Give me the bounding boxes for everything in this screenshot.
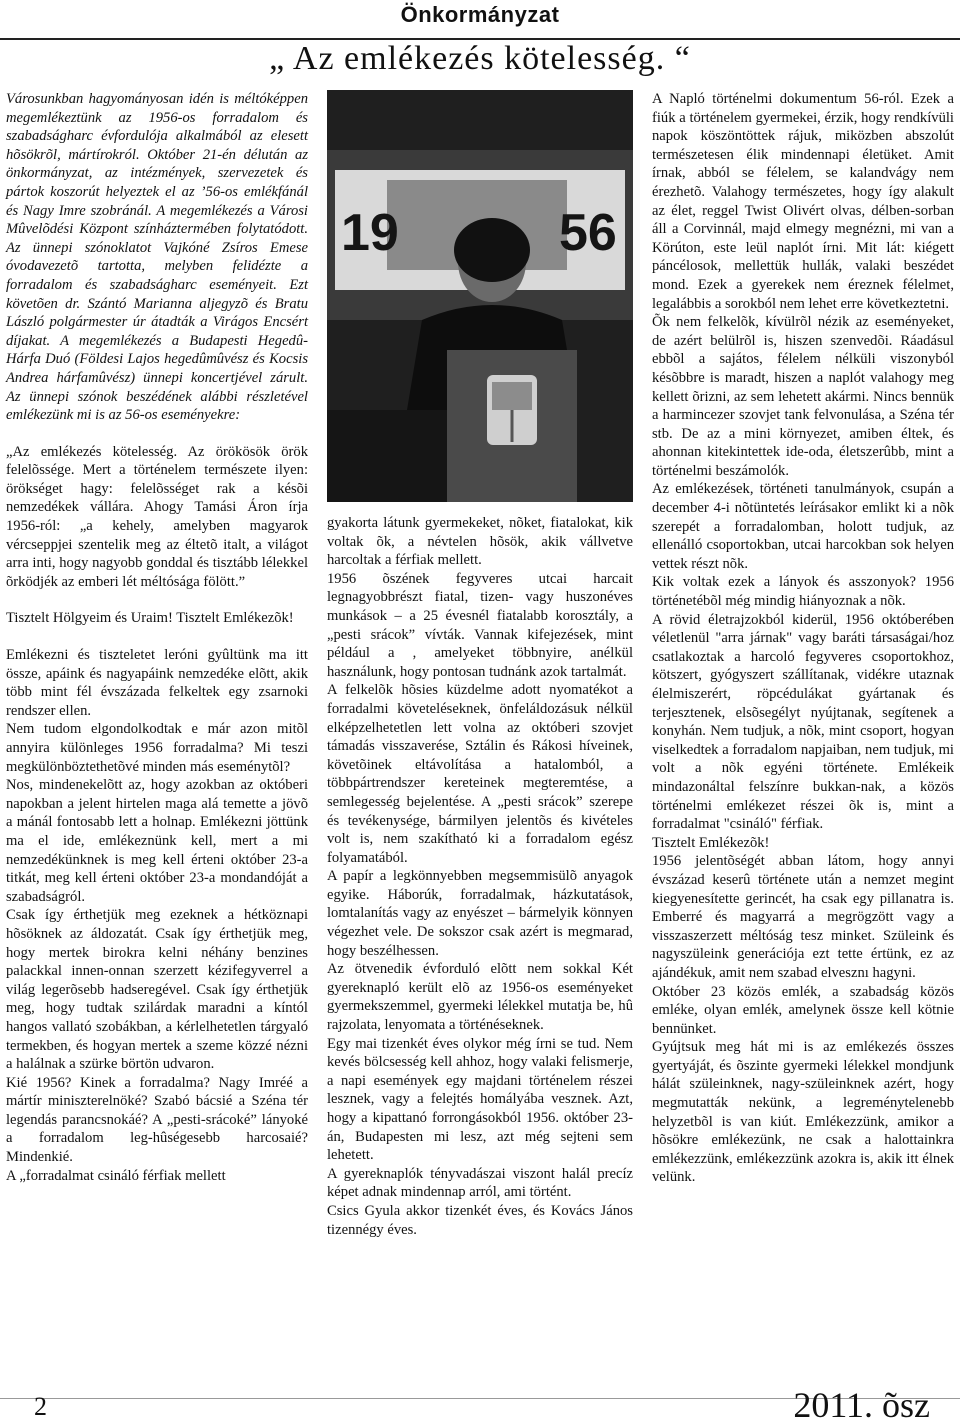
paragraph: Kik voltak ezek a lányok és asszonyok? 1956 történetébõl még mindig hiányoznak a nõk.	[652, 574, 954, 610]
paragraph: Az ötvenedik évforduló elõtt nem sokkal Két gyereknapló került elõ az 1956-os eseményeket gyermekszemmel, gyermeki lélekkel mutatja be, hû rajzolata, lenyomata a történéseknek.	[327, 961, 633, 1034]
section-label: Önkormányzat	[400, 2, 560, 27]
paragraph: Gyújtsuk meg hát mi is az emlékezés összes gyertyáját, és õszinte gyermeki lélekkel mondjunk hálát szüleinknek, nagy-szüleinknek azért, hogy megmutatták nekünk, a legreménytelenebb helyzetbõl is van kiút. Emlékezzünk, amikor a hõsökre emlékezünk, ne csak a halottainkra emlékezzünk, emlékezzünk azokra is, akik itt élnek velünk.	[652, 1039, 954, 1186]
paragraph: Emlékezni és tiszteletet leróni gyûltünk ma itt össze, apáink és nagyapáink nemzedéke elõtt, akik több mint fél évszázada felkeltek egy zsarnoki rendszer ellen.	[6, 647, 308, 719]
paragraph: Egy mai tizenkét éves olykor még írni se tud. Nem kevés bölcsesség kell ahhoz, hogy valaki felismerje, a napi események egy majdani történelem részei lesznek, vagy a felejtés homályába vesznek. Azt, hogy a kipattanó forrongásokból 1956. október 23-án, Budapesten mi lesz, azt még sejteni sem lehetett.	[327, 1035, 633, 1164]
screen-year-right: 56	[559, 204, 617, 262]
paragraph: A Napló történelmi dokumentum 56-ról. Ezek a fiúk a történelem gyermekei, érzik, hogy rendkívüli napok köszöntöttek rájuk, miközben abszolút természetesen élik mindennapi életüket. Amit írnak, abból se félelem, se kalandvágy nem érezhetõ. Valahogy természetes, hogy így alakult az élet, reggel Twist Olivért olvas, délben-sorban áll a Corvinnál, majd elmegy megnézni, mi van a Körúton, este leül naplót írni. Mit lát: kiégett páncélosok, mellettük hullák, valaki beszédet mond. Ezek a gyerekek nem éreznek félelmet, legalábbis a sorokból nem lehet erre következtetni.	[652, 91, 954, 312]
paragraph: Csics Gyula akkor tizenkét éves, és Kovács János tizennégy éves.	[327, 1202, 633, 1238]
article-intro: Városunkban hagyományosan idén is méltóképpen megemlékeztünk az 1956-os forradalom és szabadságharc évfordulója alkalmából az elesett hõsökrõl, mártírokról. Október 21-én délután az önkormányzat, az intézmények, szervezetek és pártok koszorút helyeztek el az ’56-os emlékfánál és Nagy Imre szobránál. A megemlékezés a Városi Mûvelõdési Központ színháztermében folytatódott. Az ünnepi szónoklatot Vajkóné Zsíros Emese óvodavezetõ tartotta, melyben felidézte a forradalom és szabadságharc eseményeit. Ezt követõen dr. Szántó Marianna aljegyzõ és Bratu László polgármester úr átadták a Virágos Encsért díjakat. A megemlékezés a Budapesti Hegedû-Hárfa Duó (Földesi Lajos hegedûmûvész és Kocsis Andrea hárfamûvész) ünnepi koncertjével zárult. Az ünnepi szónok beszédének alábbi részletével emlékezünk mi is az 56-os eseményekre:	[6, 91, 308, 424]
speaker-photo	[327, 90, 633, 502]
column-middle	[327, 514, 633, 1239]
issue-season: 2011. õsz	[793, 1385, 930, 1425]
column-left	[6, 90, 308, 1185]
paragraph: A rövid életrajzokból kiderül, 1956 októberében véletlenül "arra járnak" vagy baráti társaságai/hoz csatlakoztak a harcoló fegyveres csoportokhoz, kötszert, gyógyszert szállítanak, vidékre utaznak élelmiszerért, röpcédulákat gyártanak és terjesztenek, elsõsegélyt nyújtanak, segítenek a konyhán. Nem tudjuk, a nõk, mint csoport, hogyan viselkedtek a forradalom napjaiban, nem tudjuk, mi volt a nõk egyéni története. Emlékeik mindazonáltal felszínre bukkan-nak, a közös történelmi emlékezet részei õk is, mint a forradalmat "csináló" férfiak.	[652, 611, 954, 833]
paragraph: 1956 õszének fegyveres utcai harcait legnagyobbrészt fiatal, tizen- vagy huszonéves munkások – a 25 évesnél fiatalabb korosztály, a „pesti srácok” vívták. Vannak kifejezések, mint például a , amelyeket többnyire, anélkül használunk, hogy pontosan tudnánk azok tartalmát.	[327, 570, 633, 680]
paragraph: 1956 jelentõségét abban látom, hogy annyi évszázad keserû története után a nemzet megint kiegyenesítette gerincét, ha csak egy pillanatra is. Emberré és magyarrá a megrögzött vagy a visszaszerzett méltóság tesz minket. Szüleink és nagyszüleink generációja ezt tette értünk, ez az ajándékuk, amit nem szabad elvesznı hagyni.	[652, 853, 954, 981]
paragraph: Õk nem felkelõk, kívülrõl nézik az eseményeket, de azért belülrõl is, hiszen szenvedõi. Ráadásul ebbõl a sajátos, félelem nélküli viszonyból késõbbre is maradt, hiszen a naplót valahogy meg kellett õrizni, az sem lehetett akármi. Nincs bennük a harmincezer szovjet tank felvonulása, a Széna tér stb. De az a mini környezet, amiben éltek, és ahonnan kitekintettek ide-oda, életszerûbb, mint a történelmi beszámolók.	[652, 314, 954, 479]
screen-year-left: 19	[341, 204, 399, 262]
page-number: 2	[34, 1392, 47, 1421]
paragraph: A gyereknaplók tényvadászai viszont halál precíz képet adnak mindennap arról, ami történt.	[327, 1165, 633, 1201]
column-right	[652, 90, 954, 1187]
paragraph: „Az emlékezés kötelesség. Az örökösök örök felelõssége. Mert a történelem természete ilyen: örökséget hagy: felelõsséget rak a késõi nemzedékek vállára. Ahogy Tamási Áron írja 1956-ról: „a kehely, amelyben magyarok vércseppjei szentelik meg az éltetõ italt, a világot arra inti, hogy nagyobb gonddal és tisztább lélekkel õrködjék az emberi lét méltósága fölött.”	[6, 443, 308, 590]
paragraph: Az emlékezések, történeti tanulmányok, csupán a december 4-i nõtüntetés leírásakor emlikt ki a nõk szerepét a forradalomban, holott tudjuk, az ellenálló csoportokban, utcai harcokban sok helyen vettek részt nõk.	[652, 481, 954, 572]
paragraph: Tisztelt Emlékezõk!	[652, 834, 770, 851]
paragraph: Tisztelt Hölgyeim és Uraim! Tisztelt Emlékezõk!	[6, 610, 294, 627]
article-title: „ Az emlékezés kötelesség. “	[269, 40, 691, 77]
paragraph: Nos, mindenekelõtt az, hogy azokban az októberi napokban a jelent hirtelen maga alá temette a jövõ a mánál fontosabb lett a holnap. Emlékezni jöttünk ma el ide, emlékeznünk kell, mert a mi nemzedékünknek is meg kell érteni október 23-a titkát, meg kell érteni október 23-a mondandóját a szabadságról.	[6, 777, 308, 905]
paragraph: A felkelõk hõsies küzdelme adott nyomatékot a forradalmi követeléseknek, önfeláldozásuk nélkül elképzelhetetlen lett volna az októberi szovjet támadás visszaverése, Sztálin és Rákosi híveinek, követõinek eltávolítása a hatalomból, a többpártrendszer kereteinek megteremtése, a semlegesség bejelentése. A „pesti srácok” szerepe és tevékenysége, bármilyen jelentõs és kivételes volt is, nem szakítható ki a forradalom egész folyamatából.	[327, 682, 633, 866]
speaker-photo-image	[327, 90, 633, 502]
paragraph: Kié 1956? Kinek a forradalma? Nagy Imréé a mártír miniszterelnöké? Szabó bácsié a Széna tér legendás parancsnokáé? A „pesti-srácoké” lányoké a forradalom leg-hûségesebb harcosaié? Mindenkié.	[6, 1074, 308, 1166]
paragraph: Csak így érthetjük meg ezeknek a hétköznapi hõsöknek az áldozatát. Csak így érthetjük meg, hogy mertek birokra kelni néhány benzines palackkal innen-onnan szerzett kézifegyverrel a világ legerõsebb hadseregével. Csak így érthetjük meg, hogy tudtak szilárdak maradni a kíntól hangos vallató szobákban, a kérlelhetetlen tárgyaló termekben, és hogyan mertek a szeme közzé nézni a halálnak a szürke börtön udvaron.	[6, 907, 308, 1073]
paragraph: A „forradalmat csináló férfiak mellett	[6, 1167, 226, 1184]
paragraph: A papír a legkönnyebben megsemmisülõ anyagok egyike. Háborúk, forradalmak, házkutatások, lomtalanítás vagy az enyészet – bármelyik könnyen végezhet vele. De sokszor csak azért is megmarad, hogy beszélhessen.	[327, 868, 633, 959]
paragraph: Október 23 közös emlék, a szabadság közös emléke, olyan emlék, amelynek össze kell kötnie bennünket.	[652, 983, 954, 1037]
paragraph: gyakorta látunk gyermekeket, nõket, fiatalokat, kik voltak õk, a névtelen hõsök, akik vállvetve harcoltak a férfiak mellett.	[327, 515, 633, 569]
paragraph: Nem tudom elgondolkodtak e már azon mitõl annyira különleges 1956 forradalma? Mi teszi megkülönböztethetõvé minden más eseménytõl?	[6, 721, 308, 775]
